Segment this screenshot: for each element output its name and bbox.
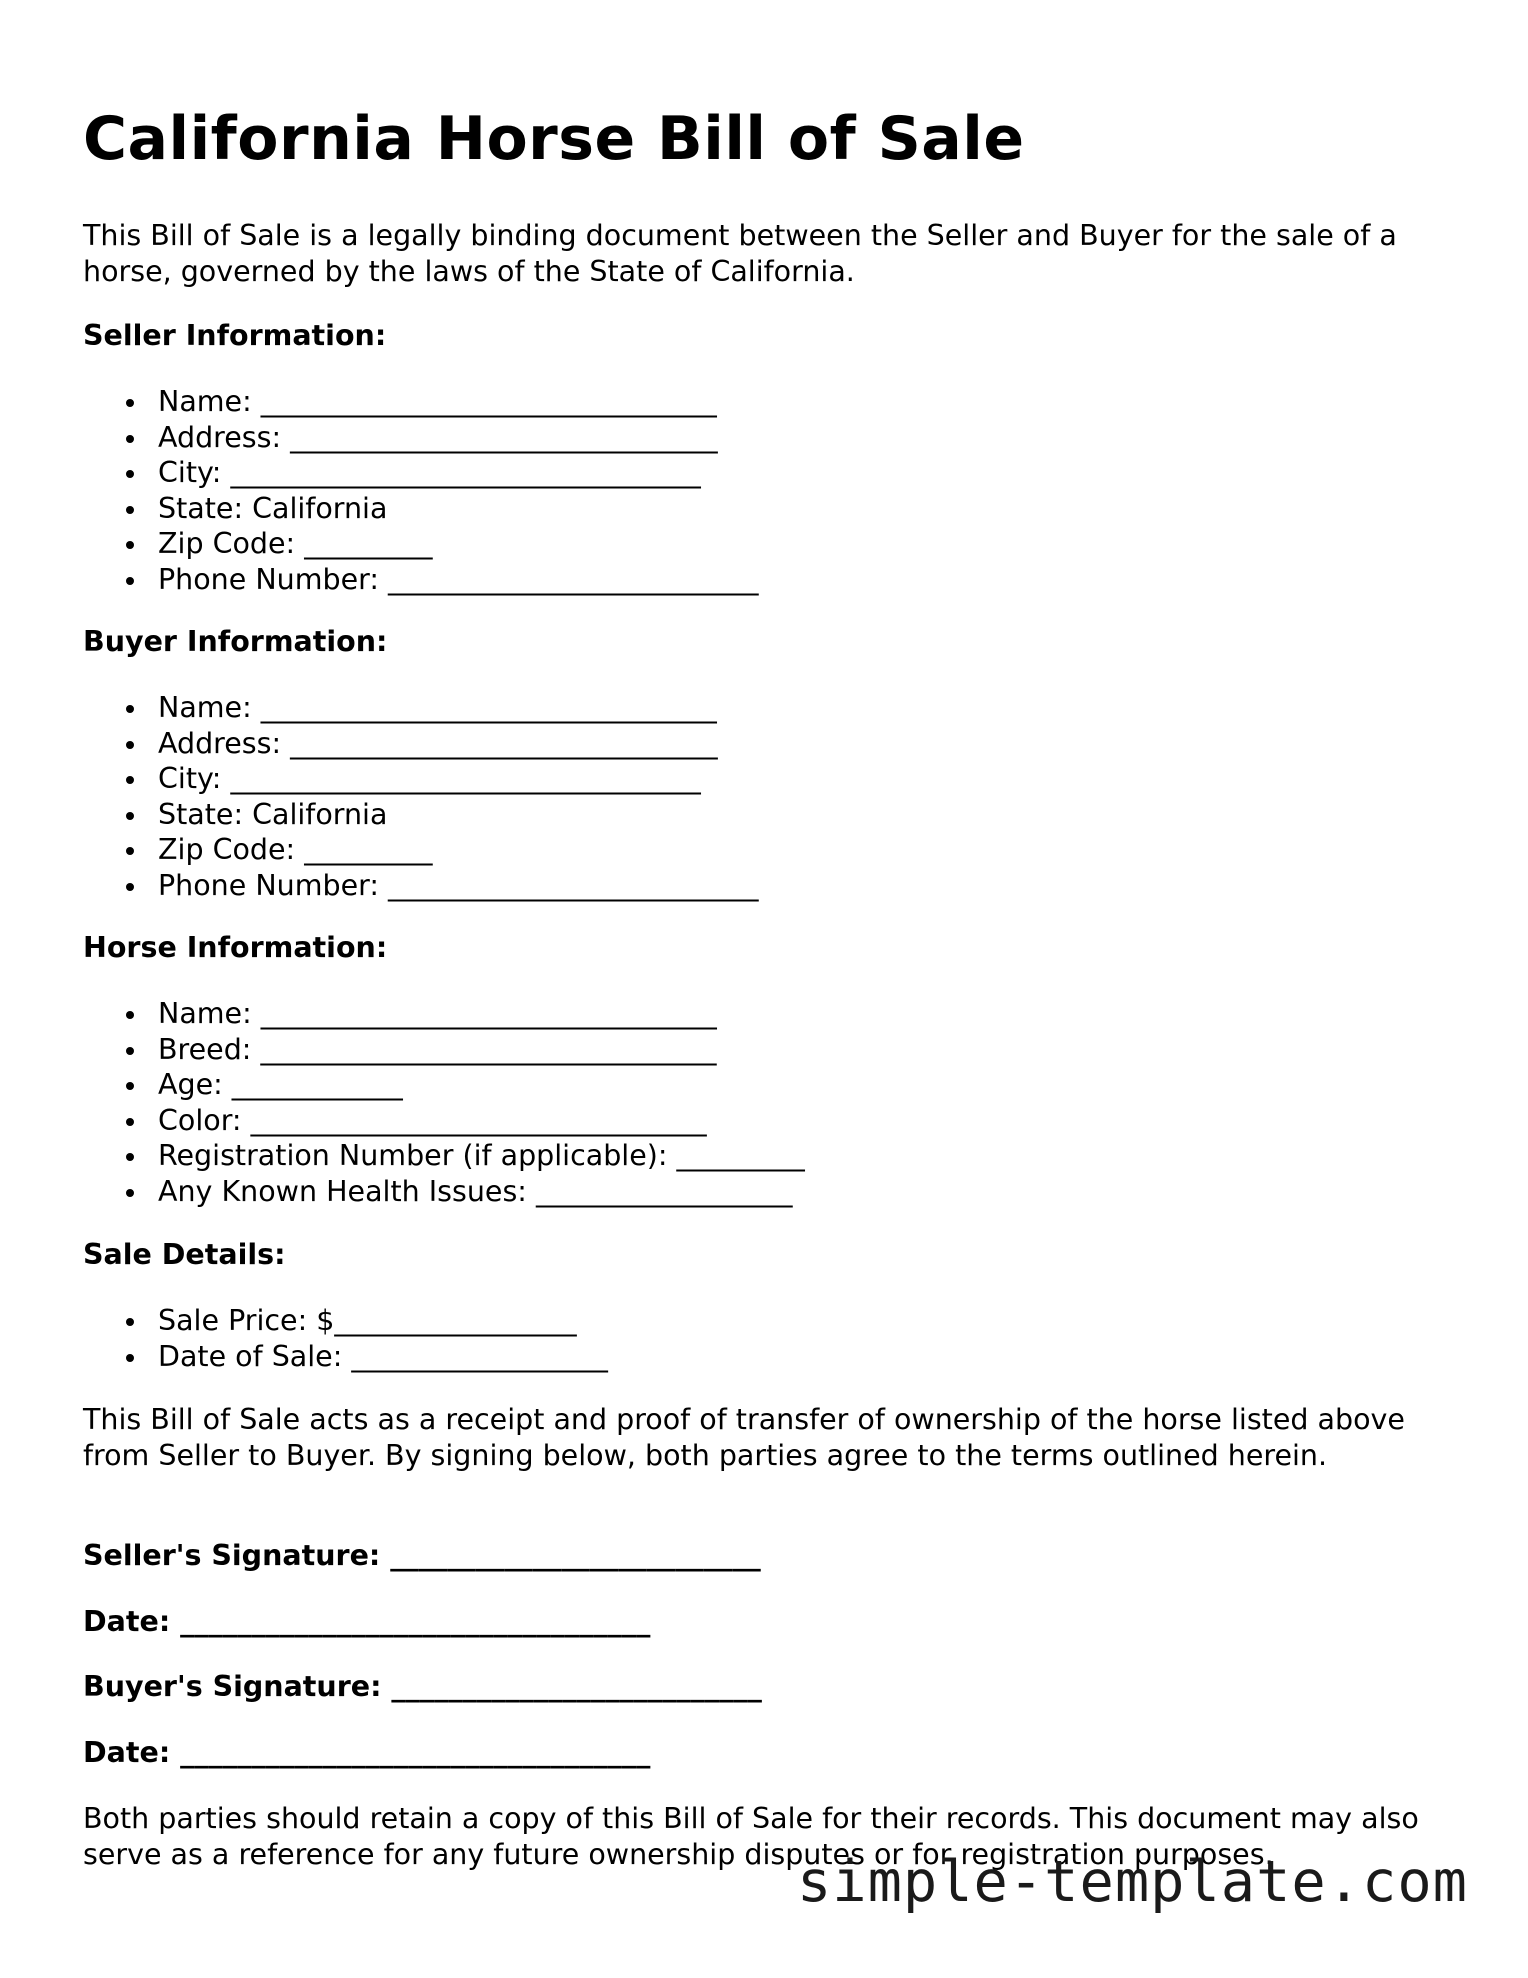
seller-address-field[interactable]: Address: ______________________________ — [83, 420, 759, 456]
horse-color-field[interactable]: Color: ________________________________ — [83, 1103, 805, 1139]
buyer-fields-list — [83, 690, 759, 903]
seller-name-field[interactable]: Name: ________________________________ — [83, 384, 759, 420]
closing-paragraph: Both parties should retain a copy of this Bill of Sale for their records. This document may also serve as a reference for any future ownership disputes or for registration purposes. — [83, 1802, 1419, 1871]
buyer-zip-field[interactable]: Zip Code: _________ — [83, 832, 759, 868]
horse-registration-field[interactable]: Registration Number (if applicable): _________ — [83, 1138, 805, 1174]
seller-state-field: State: California — [83, 491, 759, 527]
buyer-city-field[interactable]: City: _________________________________ — [83, 761, 759, 797]
horse-fields-list — [83, 996, 805, 1209]
seller-date-line[interactable]: Date: _________________________________ — [83, 1605, 651, 1638]
horse-health-issues-field[interactable]: Any Known Health Issues: __________________ — [83, 1174, 805, 1210]
seller-fields-list — [83, 384, 759, 597]
sale-date-field[interactable]: Date of Sale: __________________ — [83, 1339, 608, 1375]
seller-city-field[interactable]: City: _________________________________ — [83, 455, 759, 491]
horse-name-field[interactable]: Name: ________________________________ — [83, 996, 805, 1032]
seller-signature-line[interactable]: Seller's Signature: __________________________ — [83, 1539, 761, 1572]
intro-paragraph: This Bill of Sale is a legally binding document between the Seller and Buyer for the sale of a horse, governed by the laws of the State of California. — [83, 219, 1397, 288]
document-title: California Horse Bill of Sale — [83, 104, 1025, 174]
sale-fields-list — [83, 1303, 608, 1374]
horse-age-field[interactable]: Age: ____________ — [83, 1067, 805, 1103]
buyer-state-field: State: California — [83, 797, 759, 833]
buyer-address-field[interactable]: Address: ______________________________ — [83, 726, 759, 762]
buyer-information-heading: Buyer Information: — [83, 625, 388, 658]
buyer-name-field[interactable]: Name: ________________________________ — [83, 690, 759, 726]
horse-breed-field[interactable]: Breed: ________________________________ — [83, 1032, 805, 1068]
buyer-date-line[interactable]: Date: _________________________________ — [83, 1736, 651, 1769]
seller-information-heading: Seller Information: — [83, 319, 387, 352]
seller-phone-field[interactable]: Phone Number: __________________________ — [83, 562, 759, 598]
horse-information-heading: Horse Information: — [83, 931, 388, 964]
seller-zip-field[interactable]: Zip Code: _________ — [83, 526, 759, 562]
transfer-paragraph: This Bill of Sale acts as a receipt and proof of transfer of ownership of the horse listed above from Seller to Buyer. By signing below, both parties agree to the terms outlined herein. — [83, 1403, 1405, 1472]
sale-price-field[interactable]: Sale Price: $_________________ — [83, 1303, 608, 1339]
sale-details-heading: Sale Details: — [83, 1238, 286, 1271]
buyer-phone-field[interactable]: Phone Number: __________________________ — [83, 868, 759, 904]
buyer-signature-line[interactable]: Buyer's Signature: __________________________ — [83, 1670, 762, 1703]
watermark: simple-template.com — [796, 1849, 1468, 1915]
